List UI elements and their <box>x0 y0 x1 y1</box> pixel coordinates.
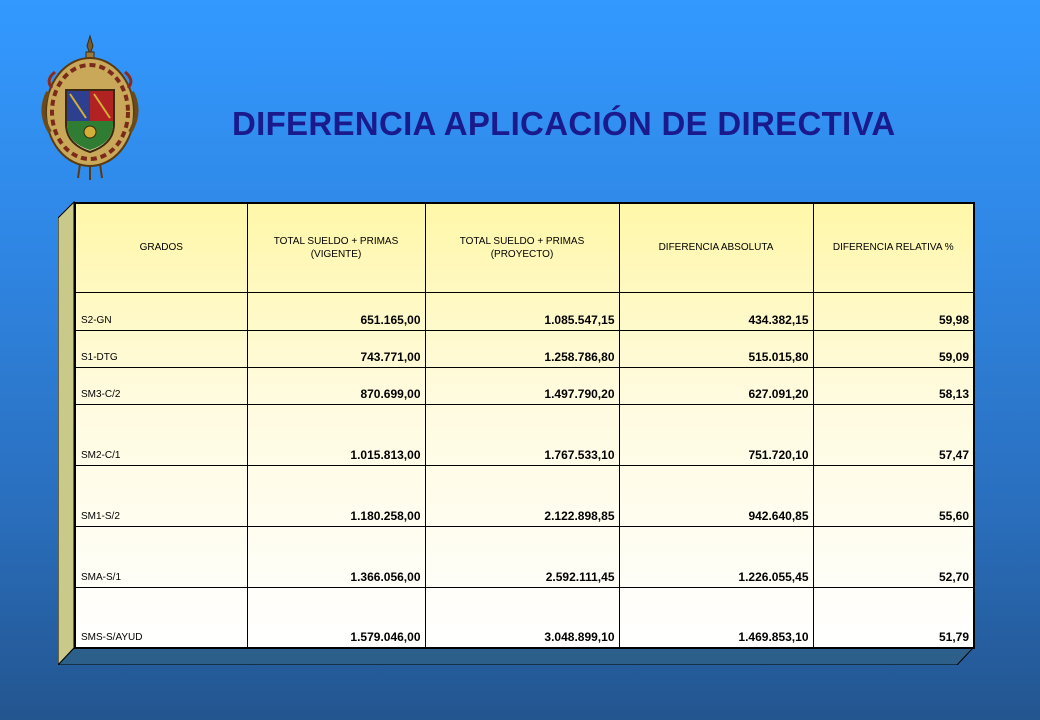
grade-cell: SMA-S/1 <box>75 526 247 587</box>
relativa-cell: 55,60 <box>813 465 974 526</box>
grade-cell: SM3-C/2 <box>75 367 247 404</box>
relativa-cell: 58,13 <box>813 367 974 404</box>
table-row <box>75 587 974 648</box>
header-total-vigente: TOTAL SUELDO + PRIMAS (VIGENTE) <box>247 203 425 292</box>
proyecto-cell: 3.048.899,10 <box>425 587 619 648</box>
header-grados: GRADOS <box>75 203 247 292</box>
grade-cell: SM2-C/1 <box>75 404 247 465</box>
table-row <box>75 292 974 330</box>
absoluta-cell: 751.720,10 <box>619 404 813 465</box>
absoluta-cell: 434.382,15 <box>619 292 813 330</box>
grade-cell: S1-DTG <box>75 330 247 367</box>
absoluta-cell: 515.015,80 <box>619 330 813 367</box>
relativa-cell: 52,70 <box>813 526 974 587</box>
relativa-cell: 59,09 <box>813 330 974 367</box>
header-diferencia-relativa: DIFERENCIA RELATIVA % <box>813 203 974 292</box>
proyecto-cell: 1.767.533,10 <box>425 404 619 465</box>
table-header-row <box>75 203 974 292</box>
vigente-cell: 1.015.813,00 <box>247 404 425 465</box>
vigente-cell: 1.579.046,00 <box>247 587 425 648</box>
vigente-cell: 651.165,00 <box>247 292 425 330</box>
salary-table-panel <box>58 200 974 665</box>
table-row <box>75 465 974 526</box>
grade-cell: SM1-S/2 <box>75 465 247 526</box>
proyecto-cell: 2.122.898,85 <box>425 465 619 526</box>
relativa-cell: 51,79 <box>813 587 974 648</box>
table-row <box>75 330 974 367</box>
vigente-cell: 1.366.056,00 <box>247 526 425 587</box>
proyecto-cell: 2.592.111,45 <box>425 526 619 587</box>
table-row <box>75 367 974 404</box>
salary-table <box>74 202 975 649</box>
absoluta-cell: 627.091,20 <box>619 367 813 404</box>
absoluta-cell: 1.226.055,45 <box>619 526 813 587</box>
header-diferencia-absoluta: DIFERENCIA ABSOLUTA <box>619 203 813 292</box>
coat-of-arms-icon <box>40 32 140 182</box>
absoluta-cell: 942.640,85 <box>619 465 813 526</box>
vigente-cell: 870.699,00 <box>247 367 425 404</box>
vigente-cell: 1.180.258,00 <box>247 465 425 526</box>
absoluta-cell: 1.469.853,10 <box>619 587 813 648</box>
grade-cell: S2-GN <box>75 292 247 330</box>
page-title: DIFERENCIA APLICACIÓN DE DIRECTIVA <box>232 105 896 142</box>
relativa-cell: 57,47 <box>813 404 974 465</box>
vigente-cell: 743.771,00 <box>247 330 425 367</box>
proyecto-cell: 1.258.786,80 <box>425 330 619 367</box>
header-total-proyecto: TOTAL SUELDO + PRIMAS (PROYECTO) <box>425 203 619 292</box>
relativa-cell: 59,98 <box>813 292 974 330</box>
grade-cell: SMS-S/AYUD <box>75 587 247 648</box>
proyecto-cell: 1.497.790,20 <box>425 367 619 404</box>
table-row <box>75 526 974 587</box>
proyecto-cell: 1.085.547,15 <box>425 292 619 330</box>
table-row <box>75 404 974 465</box>
